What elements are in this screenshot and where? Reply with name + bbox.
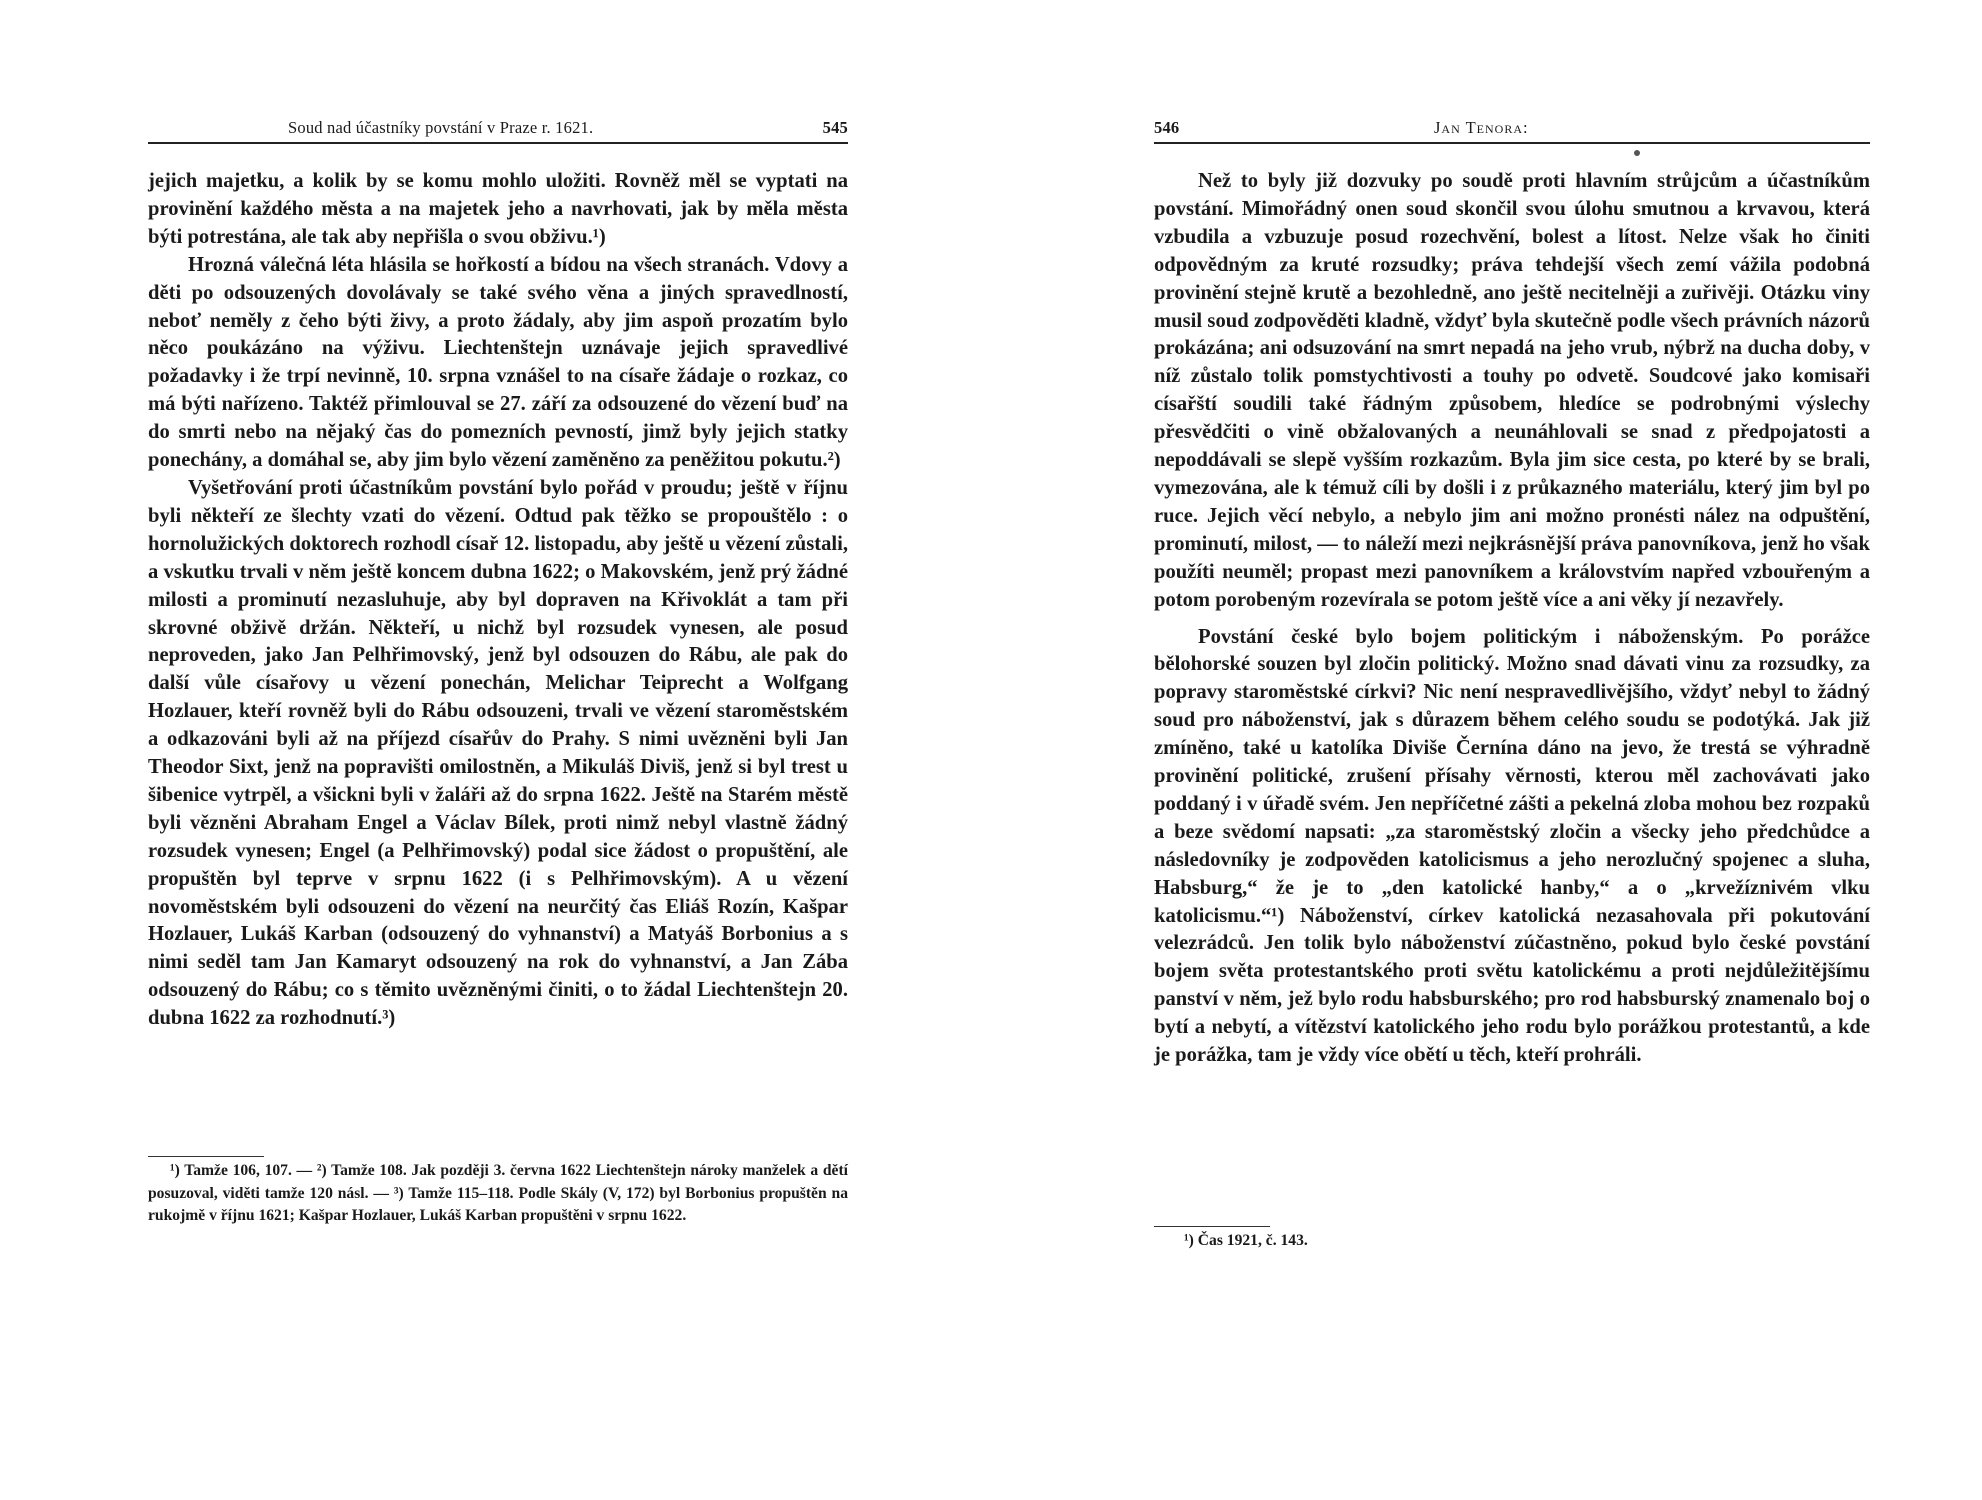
footnote-divider xyxy=(148,1156,264,1157)
running-head xyxy=(1154,118,1870,144)
paragraph: jejich majetku, a kolik by se komu mohlo uložiti. Rovněž měl se vyptati na provinění každého města a na majetek jeho a navrhovati, jak by měla města býti potrestána, ale tak aby nepřišla o svou obživu.¹) xyxy=(148,170,848,248)
running-head xyxy=(148,118,848,144)
print-speck xyxy=(1634,150,1640,156)
left-page xyxy=(148,0,848,1500)
right-page xyxy=(1154,0,1870,1500)
page-number: 545 xyxy=(822,118,848,137)
body-text xyxy=(1154,168,1870,1070)
body-text xyxy=(148,168,848,1033)
paragraph: Vyšetřování proti účastníkům povstání bylo pořád v proudu; ještě v říjnu byli někteří ze šlechty vzati do vězení. Odtud pak těžko se propouštělo : o hornolužických doktorech rozhodl císař 12. listopadu, aby ještě u vězení zůstali, a vskutku trvali v něm ještě koncem dubna 1622; o Makovském, jenž prý žádné milosti a prominutí nezasluhuje, aby byl dopraven na Křivoklát a tam při skrovné obživě držán. Někteří, u nichž byl rozsudek vynesen, ale posud neproveden, jako Jan Pelhřimovský, jenž byl odsouzen do Rábu, ale pak do další vůle císařovy u vězení ponechán, Melichar Teiprecht a Wolfgang Hozlauer, kteří rovněž byli do Rábu odsouzeni, trvali ve vězení staroměstském a odkazováni byli až na příjezd císařův do Prahy. S nimi uvězněni byli Jan Theodor Sixt, jenž na popravišti omilostněn, a Mikuláš Diviš, jenž si byl trest u šibenice vytrpěl, a všickni byli v žaláři až do srpna 1622. Ještě na Starém městě byli vězněni Abraham Engel a Václav Bílek, proti nimž nebyl vlastně žádný rozsudek vynesen; Engel (a Pelhřimovský) podal sice žádost o propuštění, ale propuštěn byl teprve v srpnu 1622 (i s Pelhřimovským). A u vězení novoměstském byli odsouzeni do vězení na neurčitý čas Eliáš Rozín, Kašpar Hozlauer, Lukáš Karban (odsouzený do vyhnanství) a Matyáš Borbonius a s nimi seděl tam Jan Kamaryt odsouzený na rok do vyhnanství, a Jan Zába odsouzený do Rábu; co s těmito uvězněnými činiti, o to žádal Liechtenštejn 20. dubna 1622 za rozhodnutí.³) xyxy=(148,476,848,1030)
footnote-divider xyxy=(1154,1226,1270,1227)
paragraph: Než to byly již dozvuky po soudě proti hlavním strůjcům a účastníkům povstání. Mimořádný onen soud skončil svou úlohu smutnou a krvavou, která vzbudila a vzbuzuje posud rozechvění, bolest a lítost. Nelze však ho činiti odpovědným za kruté rozsudky; práva tehdejší všech zemí vážila podobná provinění stejně krutě a bezohledně, ano ještě necitelněji a zuřivěji. Otázku viny musil soud zodpověděti kladně, vždyť byla skutečně podle všech právních názorů prokázána; ani odsuzování na smrt nepadá na jeho vrub, nýbrž na ducha doby, v níž zůstalo tolik pomstychtivosti a touhy po odvetě. Soudcové jako komisaři císařští soudili také řádným způsobem, hledíce se podrobnými výslechy přesvědčiti o vině obžalovaných a neunáhlovali se snad z předpojatosti a nepoddávali se slepě vyšším rozkazům. Byla jim sice cesta, po které by se brali, vymezována, ale k témuž cíli by došli i z průkazného materiálu, který jim byl po ruce. Jejich věcí nebylo, a nebylo jim ani možno pronésti nález na odpuštění, prominutí, milost, — to náleží mezi nejkrásnější práva panovníkova, jenž ho však použíti neuměl; propast mezi panovníkem a královstvím napřed vzbouřeným a potom porobeným rozevírala se potom ještě více a ani věky jí nezavřely. xyxy=(1154,170,1870,611)
running-head-title: Jan Tenora: xyxy=(1434,118,1529,137)
footnote: ¹) Tamže 106, 107. — ²) Tamže 108. Jak později 3. června 1622 Liechtenštejn nároky manželek a dětí posuzoval, viděti tamže 120 násl. — ³) Tamže 115–118. Podle Skály (V, 172) byl Borbonius propuštěn na rukojmě v říjnu 1621; Kašpar Hozlauer, Lukáš Karban propuštěni v srpnu 1622. xyxy=(148,1162,848,1224)
paragraph: Povstání české bylo bojem politickým i náboženským. Po porážce bělohorské souzen byl zločin politický. Možno snad dávati vinu za rozsudky, za popravy staroměstské církvi? Nic není nespravedlivějšího, vždyť nebyl to žádný soud pro náboženství, jak s důrazem během celého soudu se podotýká. Jak již zmíněno, také u katolíka Diviše Černína dáno na jevo, že trestá se výhradně provinění politické, zrušení přísahy věrnosti, kterou měl zachovávati jako poddaný i v úřadě svém. Jen nepříčetné zášti a pekelná zloba mohou bez rozpaků a beze svědomí napsati: „za staroměstský zločin a všecky jeho předchůdce a následovníky je zodpověden katolicismus a jeho nerozlučný spojenec a sluha, Habsburg,“ že je to „den katolické hanby,“ a o „krvežíznivém vlku katolicismu.“¹) Náboženství, církev katolická nezasahovala při pokutování velezrádců. Jen tolik bylo náboženství zúčastněno, pokud bylo české povstání bojem světa protestantského proti světu katolickému a proti nejdůležitějšímu panství v něm, jež bylo rodu habsburského; pro rod habsburský znamenalo boj o bytí a nebytí, a vítězství katolického jeho rodu bylo porážkou protestantů, a kde je porážka, tam je vždy více obětí u těch, kteří prohráli. xyxy=(1154,625,1870,1067)
running-head-title: Soud nad účastníky povstání v Praze r. 1621. xyxy=(288,118,594,137)
footnotes xyxy=(1154,1230,1870,1253)
page-number: 546 xyxy=(1154,118,1180,137)
paragraph: Hrozná válečná léta hlásila se hořkostí a bídou na všech stranách. Vdovy a děti po odsouzených dovolávaly se také svého věna a jiných spravedlností, neboť neměly z čeho býti živy, a proto žádaly, aby jim aspoň prozatím bylo něco poukázáno na výživu. Liechtenštejn uznávaje jejich spravedlivé požadavky i že trpí nevinně, 10. srpna vznášel to na císaře žádaje o rozkaz, co má býti nařízeno. Taktéž přimlouval se 27. září za odsouzené do vězení buď na do smrti nebo na nějaký čas do pomezních pevností, jimž byly jejich statky ponechány, a domáhal se, aby jim bylo vězení zaměněno za peněžitou pokutu.²) xyxy=(148,253,848,472)
footnote: ¹) Čas 1921, č. 143. xyxy=(1184,1232,1308,1249)
footnotes xyxy=(148,1160,848,1228)
